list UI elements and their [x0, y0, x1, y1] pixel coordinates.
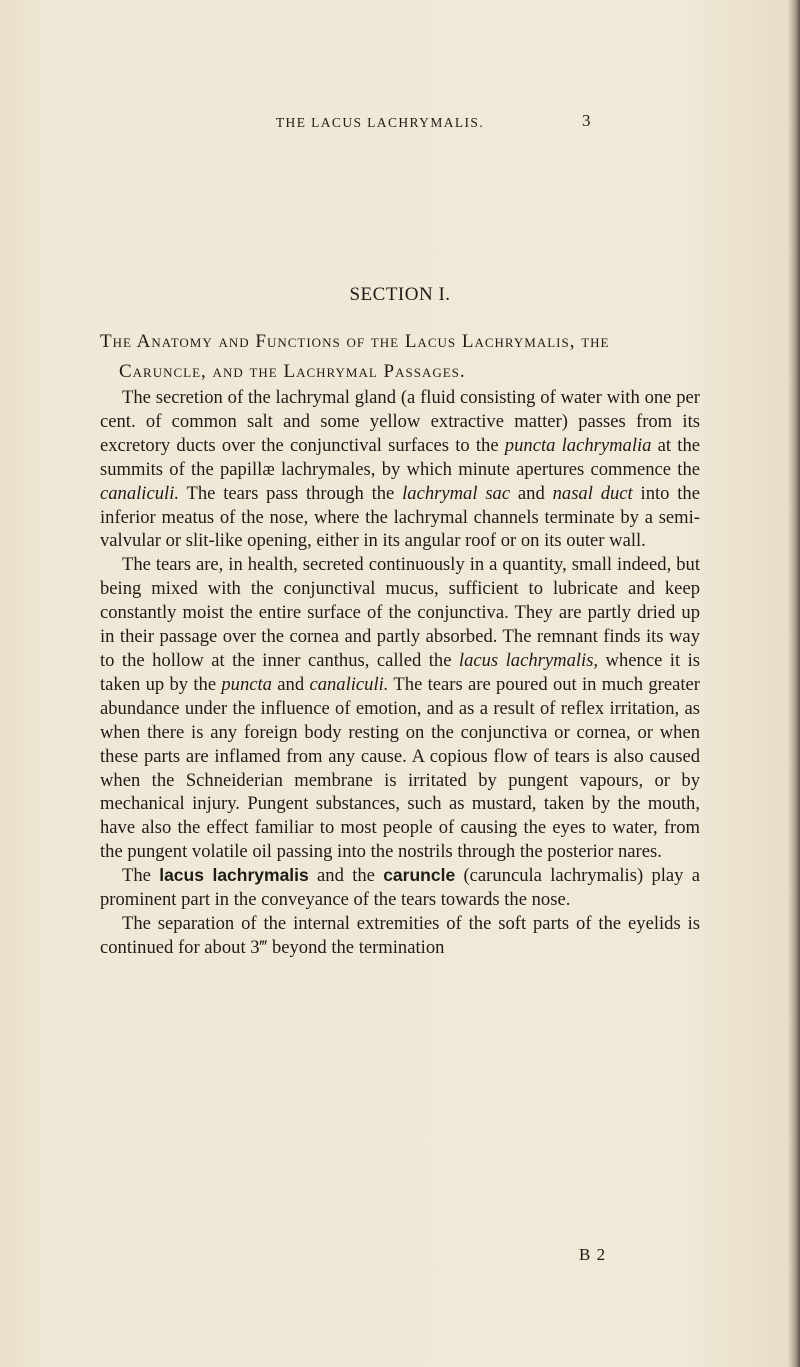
heading-line-2: Caruncle, and the Lachrymal Passages. [119, 361, 466, 382]
text-run: and the [308, 865, 384, 887]
text-run: whence it is taken up by the [100, 649, 701, 695]
heading-line-1: The Anatomy and Functions of the Lacus Lachrymalis, the [100, 331, 610, 352]
paragraph-3 [100, 864, 700, 912]
text-run: The [122, 865, 160, 887]
text-run: at the summits of the papillæ lachrymales, by which minute apertures commence the [100, 434, 701, 480]
paragraph-2 [100, 553, 700, 864]
body-text [100, 386, 700, 960]
text-run: The secretion of the lachrymal gland (a fluid consisting of water with one per cent. of common salt and some yellow extractive matter) passes from its excretory ducts over the conjunctival surfaces to the [100, 387, 700, 456]
text-run: The tears pass through the [179, 482, 403, 504]
page-number: 3 [582, 111, 591, 130]
paragraph-4 [100, 912, 700, 960]
italic-term: puncta [221, 673, 272, 695]
text-run: The separation of the internal extremities of the soft parts of the eyelids is continued for about 3‴ beyond the termination [100, 912, 700, 958]
section-heading [100, 327, 695, 387]
italic-term: puncta lachrymalia [504, 434, 652, 456]
bold-term: caruncle [383, 865, 456, 886]
bold-term: lacus lachrymalis [159, 865, 309, 886]
italic-term: lachrymal sac [402, 482, 511, 504]
signature-mark: B 2 [579, 1245, 607, 1264]
italic-term: canaliculi. [309, 673, 389, 695]
italic-term: nasal duct [552, 482, 633, 504]
text-run: and [510, 482, 553, 504]
italic-term: canaliculi. [100, 482, 180, 504]
text-run: (caruncula lachrymalis) play a prominent part in the conveyance of the tears towards the nose. [100, 865, 700, 911]
paragraph-1 [100, 386, 700, 553]
section-title: SECTION I. [349, 284, 451, 305]
text-run: and [271, 673, 310, 695]
text-run: into the inferior meatus of the nose, where the lachrymal channels terminate by a semi-valvular or slit-like opening, either in its angular roof or on its outer wall. [100, 482, 700, 552]
text-run: The tears are, in health, secreted continuously in a quantity, small indeed, but being mixed with the conjunctival mucus, sufficient to lubricate and keep constantly moist the entire surface of the conjunctiva. They are partly dried up in their passage over the cornea and partly absorbed. The remnant finds its way to the hollow at the inner canthus, called the [100, 554, 700, 671]
text-run: The tears are poured out in much greater abundance under the influence of emotion, and as a result of reflex irritation, as when there is any foreign body resting on the conjunctiva or cornea, or when these parts are inflamed from any cause. A copious flow of tears is also caused when the Schneiderian membrane is irritated by pungent vapours, or by mechanical injury. Pungent substances, such as mustard, taken by the mouth, have also the effect familiar to most people of causing the eyes to water, from the pungent volatile oil passing into the nostrils through the posterior nares. [100, 673, 700, 863]
page-edge-shadow [788, 0, 800, 1367]
running-title: THE LACUS LACHRYMALIS. [275, 115, 485, 130]
italic-term: lacus lachrymalis, [458, 649, 599, 671]
